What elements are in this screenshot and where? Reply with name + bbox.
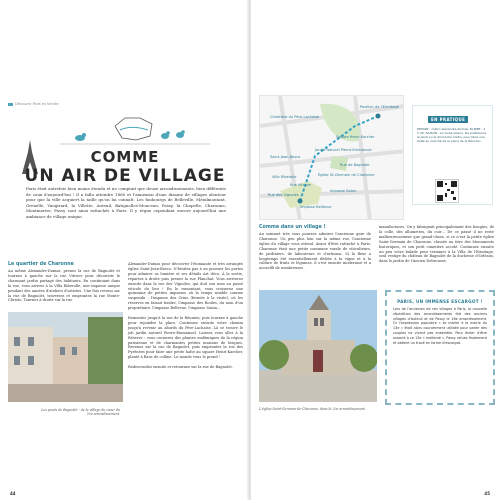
photo-caption: L'église Saint-Germain-de-Charonne, dans le 20e arrondissement. <box>259 407 366 411</box>
page-title-line1: COMME <box>90 148 160 166</box>
svg-text:Impasse Bellevue: Impasse Bellevue <box>300 205 332 209</box>
route-map <box>259 95 404 220</box>
svg-text:Rue de Bagnolet: Rue de Bagnolet <box>340 163 370 167</box>
svg-text:Rue des Vignoles: Rue des Vignoles <box>268 193 299 197</box>
street-photo <box>8 312 123 402</box>
page-number: 44 <box>10 491 16 496</box>
svg-text:Saint-Jean-Bosco: Saint-Jean-Bosco <box>270 155 301 159</box>
body-text: Au sommet très vous pourrez admirer l'ancienne gare de Charonne. Un peu plus loin sur la même rue, l'ancienne église du village vous attend. Avant d'être rattaché à Paris, Charonne était une petite commune rurale de viticulteurs, de jardiniers, de laboureurs et d'artisans. Si la fleur a longtemps été essentiellement dédiée à la vigne et à la culture de fruits et légumes, il s'est ensuite modernisé et a accueilli de nombreuses <box>259 232 371 271</box>
svg-text:Villa Riberolle: Villa Riberolle <box>272 175 297 179</box>
svg-text:Pavillon de l'Ermitage: Pavillon de l'Ermitage <box>360 105 399 109</box>
map-graphic <box>260 96 404 220</box>
section-heading: Le quartier de Charonne <box>8 262 74 267</box>
box-text: Lors de l'annexion de ces villages à Paris, la nouvelle répartition des arrondissements fait des anciens villages d'Auteuil et de Passy le 16e arrondissement. Or l'expression populaire « se marier à la mairie du 13e » était alors couramment utilisée pour parler des couples ne vivant pas ensemble. Pour éviter d'être associé à ce 13e « malfamé », Passy refuse finalement et obtient un tracé en forme d'escargot. <box>393 307 487 345</box>
qr-code[interactable] <box>435 179 459 203</box>
svg-text:Église St-Germain de Charonne: Église St-Germain de Charonne <box>318 173 375 177</box>
svg-text:Square Henri-Karcher: Square Henri-Karcher <box>336 135 375 139</box>
section-marker-icon <box>8 103 13 106</box>
left-column-1 <box>8 262 120 303</box>
svg-text:Impasse Satan: Impasse Satan <box>330 189 357 193</box>
church-photo <box>259 290 377 402</box>
info-sidebar <box>412 105 493 205</box>
section-heading: Comme dans un village ! <box>259 225 326 230</box>
svg-text:Cimetière du Père-Lachaise: Cimetière du Père-Lachaise <box>270 115 320 119</box>
right-column-2: manufactures. On y fabriquait principalement des bougies, de la colle, des allumettes, du cuir… De ce passé il ne reste malheureusement que grand-chose, si ce n'est la petite église Saint-Germain de Charonne, classée au titre des Monuments historiques, et son petit cimetière accolé. Continuez ensuite un peu votre balade pour terminer à la Villa de l'Ermitage, seul vestige du château de Bagnolet de la duchesse d'Orléans, dans le jardin de l'Ancien Debrousse. <box>379 225 494 264</box>
sidebar-heading: EN PRATIQUE <box>428 116 468 123</box>
right-column-1 <box>259 225 371 271</box>
right-page <box>250 0 500 500</box>
svg-text:Jardin Naturel Pierre-Emmanuel: Jardin Naturel Pierre-Emmanuel <box>315 148 372 152</box>
page-number: 45 <box>484 491 490 496</box>
svg-text:Rue Vitruve: Rue Vitruve <box>290 183 311 187</box>
sidebar-text: DÉPART : métro Alexandre-Dumas. DURÉE : 1 h 30. SAISON : en toute saison. De préférence le jeudi ou le dimanche matin, pour faire une halte au marché de la place de la Réunion. <box>417 127 487 144</box>
intro-paragraph: Paris était autrefois bien moins étendu et ne comptait que douze arrondissements, bien différents de ceux d'aujourd'hui ! Il a fallu attendre 1860 et l'annexion d'une dizaine de villages alentour pour que la ville acquiert la taille qu'on lui connaît. Les faubourgs de Belleville, Ménilmontant, Grenelle, Vaugirard, la Villette, Auteuil, Batignolles-Monceau, Passy, la Chapelle, Charonne, Montmartre, Passy sont ainsi rattachés à Paris. Il y règne cependant encore aujourd'hui une ambiance de village unique. <box>26 186 226 219</box>
left-column-2: Alexandre-Dumas pour découvrir l'étonnante et très arrangée église Saint-Jean-Bosco. N'hésitez pas à en pousser les portes pour admirer sa lumière et ses détails Art déco. À la sortie, repartez à droite puis prenez la rue Planchat. Vous arriverez ensuite dans la rue des Vignoles, qui doit son nom au passé viticole du lieu ! En le remontant, vous croiserez une quinzaine de petites impasses où la temps semble comme suspendu : l'impasse des Crins (fermée à la visite), où les réserves en faisait fondre, l'impasse des Roules, du nom d'un propriétaire, l'impasse Bellevue, l'impasse Satan… Remontez jusqu'à la rue de la Réunion, puis tournez à gauche pour rejoindre la place. Continuez ensuite votre chemin jusqu'à revenir au abords du Père-Lachaise. Là se trouve le joli jardin naturel Pierre-Emmanuel. Laissez vous aller à la Réserve : vous croiserez des plantes endémiques de la région parisienne et de charmantes petites maisons de briques. Revenez sur la rue de Bagnolet, puis empruntez la rue des Pyrénées pour faire une petite halte au square Henri-Karcher, planté à flanc de colline. Le monde vous le prend ! Redescendez ensuite et retournez sur la rue de Bagnolet. <box>128 262 243 370</box>
section-label: Découvrir Paris en famille <box>8 102 59 106</box>
photo-caption: Les pavés de Bagnolet - de la village du cœur du 20e arrondissement. <box>41 408 120 417</box>
page-title-line2: UN AIR DE VILLAGE <box>24 166 226 186</box>
body-text: Au même Alexandre-Dumas, prenez la rue de Bagnolet et tournez à gauche sur la rue Vitruve pour découvrir le charmant jardin partagé des habitants. En continuant dans la rue, vous arrivez à la Villa Riberolle, une impasse unique pendant des années d'ateliers d'artistes. Une fois revenu sur la rue de Bagnolet, traversez et empruntez la rue Monte-Christo. Tournez à droite sur la rue <box>8 269 120 303</box>
info-box <box>385 290 495 405</box>
paris-map-icon <box>115 118 152 140</box>
box-heading: PARIS, UN IMMENSE ESCARGOT ! <box>397 299 483 304</box>
